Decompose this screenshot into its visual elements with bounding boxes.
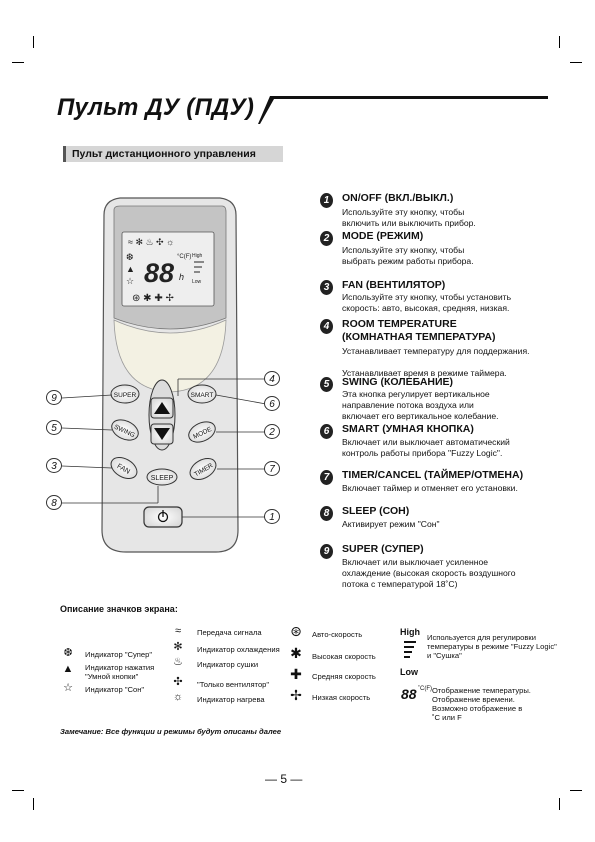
- item-text: Включает таймер и отменяет его установки.: [342, 483, 518, 493]
- item-number: 3: [320, 280, 333, 295]
- crop-mark: [12, 62, 24, 63]
- callout-7: 7: [264, 461, 280, 476]
- svg-text:⊛ ✱ ✚ ✢: ⊛ ✱ ✚ ✢: [132, 293, 174, 304]
- item-title: ROOM TEMPERATURE (КОМНАТНАЯ ТЕМПЕРАТУРА): [342, 318, 496, 343]
- callout-4: 4: [264, 371, 280, 386]
- fuzzy-description: Используется для регулировки температуры в режиме "Fuzzy Logic" и "Сушка": [427, 633, 557, 660]
- svg-text:High: High: [192, 253, 203, 259]
- callout-3: 3: [46, 458, 62, 473]
- crop-mark: [570, 790, 582, 791]
- svg-text:°C(F): °C(F): [177, 254, 192, 260]
- page-number: — 5 —: [265, 772, 303, 786]
- triangle-icon: ▲: [62, 663, 74, 675]
- lcd-digits: 88: [144, 258, 175, 288]
- item-number: 4: [320, 319, 333, 334]
- star-icon: ☆: [63, 682, 73, 694]
- svg-text:Low: Low: [192, 279, 202, 285]
- icon-label: Индикатор охлаждения: [197, 645, 280, 654]
- fan-only-icon: ✣: [173, 676, 183, 688]
- high-speed-icon: ✱: [290, 645, 302, 661]
- svg-text:SMART: SMART: [190, 392, 214, 399]
- item-title: SLEEP (СОН): [342, 505, 410, 517]
- cooling-icon: ✻: [173, 641, 183, 653]
- icon-label: Индикатор нажатия "Умной кнопки": [85, 663, 155, 681]
- item-text: Устанавливает температуру для поддержания. Устанавливает время в режиме таймера.: [342, 346, 530, 378]
- callout-8: 8: [46, 495, 62, 510]
- item-title: SMART (УМНАЯ КНОПКА): [342, 423, 474, 435]
- crop-mark: [559, 36, 560, 48]
- crop-mark: [570, 62, 582, 63]
- svg-text:SLEEP: SLEEP: [150, 475, 174, 482]
- item-title: MODE (РЕЖИМ): [342, 230, 424, 242]
- item-text: Используйте эту кнопку, чтобы установить скорость: авто, высокая, средняя, низкая.: [342, 292, 512, 313]
- icon-label: Высокая скорость: [312, 652, 376, 661]
- item-number: 8: [320, 506, 333, 521]
- icon-label: Индикатор сушки: [197, 660, 259, 669]
- callout-2: 2: [264, 424, 280, 439]
- low-speed-icon: ✢: [290, 687, 302, 703]
- heat-icon: ☼: [172, 691, 184, 703]
- crop-mark: [12, 790, 24, 791]
- signal-icon: ≈: [174, 625, 182, 637]
- temp-unit-label: ˚C(F): [418, 686, 432, 692]
- svg-text:≈ ✻ ♨ ✣ ☼: ≈ ✻ ♨ ✣ ☼: [128, 237, 175, 247]
- icon-label: Индикатор "Супер": [85, 650, 153, 659]
- callout-5: 5: [46, 420, 62, 435]
- section-subheading: Пульт дистанционного управления: [63, 146, 283, 162]
- item-title: TIMER/CANCEL (ТАЙМЕР/ОТМЕНА): [342, 469, 524, 481]
- callout-6: 6: [264, 396, 280, 411]
- low-label: Low: [400, 667, 418, 677]
- crop-mark: [33, 36, 34, 48]
- icon-label: Низкая скорость: [312, 693, 371, 702]
- title-rule: [258, 96, 548, 126]
- item-number: 5: [320, 377, 333, 392]
- item-text: Используйте эту кнопку, чтобы включить или выключить прибор.: [342, 207, 476, 228]
- item-text: Включает или выключает автоматический контроль работы прибора "Fuzzy Logic".: [342, 437, 510, 458]
- svg-text:☆: ☆: [126, 276, 135, 286]
- callout-1: 1: [264, 509, 280, 524]
- snowflake-icon: ❆: [63, 647, 73, 659]
- svg-text:SUPER: SUPER: [113, 392, 137, 399]
- svg-text:h: h: [179, 272, 185, 282]
- callout-9: 9: [46, 390, 62, 405]
- digits-icon: 88: [401, 686, 417, 702]
- temp-description: Отображение температуры. Отображение времени. Возможно отображение в ˚С или F: [432, 686, 531, 722]
- icons-heading: Описание значков экрана:: [60, 604, 178, 614]
- item-title: ON/OFF (ВКЛ./ВЫКЛ.): [342, 192, 454, 204]
- item-title: FAN (ВЕНТИЛЯТОР): [342, 279, 446, 291]
- icon-label: Индикатор нагрева: [197, 695, 265, 704]
- item-text: Активирует режим "Сон": [342, 519, 440, 529]
- level-bars-icon: [404, 641, 416, 658]
- svg-text:TIMER: TIMER: [193, 462, 215, 479]
- item-number: 6: [320, 424, 333, 439]
- crop-mark: [559, 798, 560, 810]
- item-text: Включает или выключает усиленное охлаждение (высокая скорость воздушного потока с температурой 18˚С): [342, 557, 516, 589]
- icon-label: "Только вентилятор": [197, 680, 270, 689]
- svg-text:▲: ▲: [126, 264, 135, 274]
- svg-text:FAN: FAN: [115, 462, 131, 476]
- item-number: 2: [320, 231, 333, 246]
- svg-text:SWING: SWING: [112, 423, 136, 440]
- drop-icon: ♨: [173, 656, 183, 668]
- item-number: 1: [320, 193, 333, 208]
- crop-mark: [33, 798, 34, 810]
- svg-text:MODE: MODE: [192, 426, 213, 441]
- footnote: Замечание: Все функции и режимы будут описаны далее: [60, 727, 282, 736]
- icon-label: Средняя скорость: [312, 672, 376, 681]
- medium-speed-icon: ✚: [290, 666, 302, 682]
- item-title: SWING (КОЛЕБАНИЕ): [342, 376, 454, 388]
- icon-label: Передача сигнала: [197, 628, 262, 637]
- item-title: SUPER (СУПЕР): [342, 543, 424, 555]
- remote-illustration: [40, 190, 290, 570]
- item-text: Эта кнопка регулирует вертикальное направление потока воздуха или включает его вертикальное колебание.: [342, 389, 499, 421]
- icon-label: Авто-скорость: [312, 630, 363, 639]
- page-title: Пульт ДУ (ПДУ): [57, 94, 255, 121]
- item-number: 7: [320, 470, 333, 485]
- icon-label: Индикатор "Сон": [85, 685, 145, 694]
- high-label: High: [400, 627, 420, 637]
- item-number: 9: [320, 544, 333, 559]
- svg-text:❆: ❆: [126, 252, 134, 262]
- auto-speed-icon: ⊛: [290, 623, 302, 639]
- item-text: Используйте эту кнопку, чтобы выбрать режим работы прибора.: [342, 245, 474, 266]
